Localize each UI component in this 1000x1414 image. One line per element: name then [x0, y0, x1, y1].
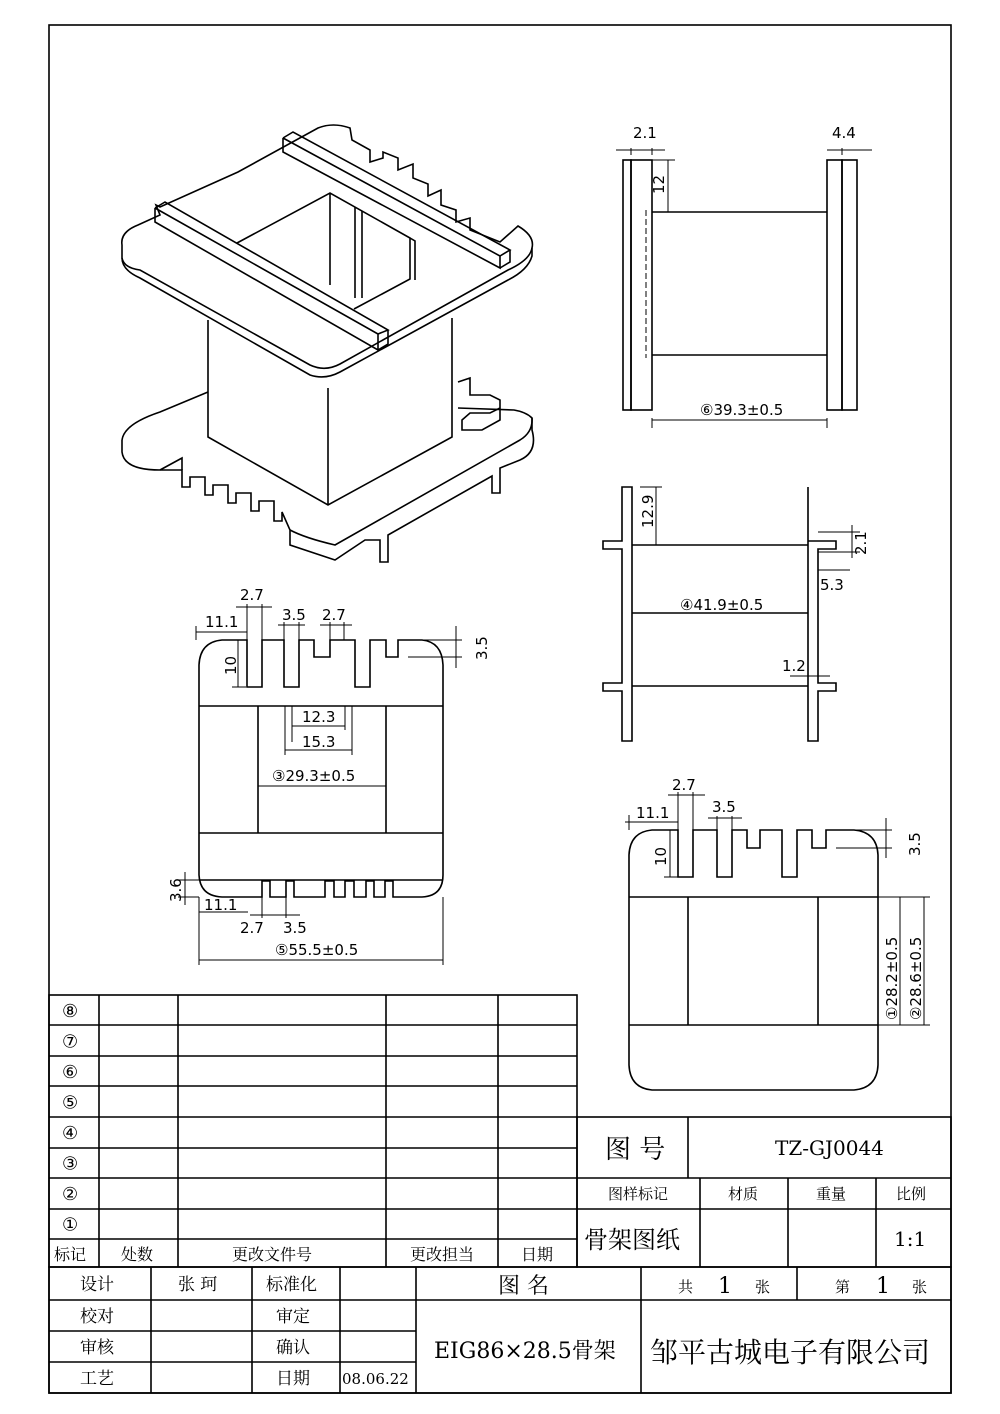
revision-row-label: ④ — [62, 1123, 79, 1144]
dim-bv-a: 2.7 — [240, 586, 264, 604]
dim-bv-j: 11.1 — [204, 896, 238, 914]
dim-bv-g: 12.3 — [302, 708, 336, 726]
revision-row-label: ⑦ — [62, 1031, 79, 1053]
review-label: 审定 — [276, 1307, 310, 1327]
dim-bv-k: 2.7 — [240, 919, 264, 937]
total-prefix: 共 — [678, 1278, 694, 1296]
dim-bv-f: 3.5 — [473, 636, 491, 660]
dim-bv-i: 3.6 — [167, 878, 185, 902]
revision-row-label: ③ — [62, 1153, 79, 1175]
design-label: 设计 — [80, 1275, 114, 1295]
isometric-view — [122, 125, 534, 562]
designer: 张 珂 — [178, 1275, 218, 1295]
dim-bv-c: 3.5 — [282, 606, 306, 624]
check-label: 校对 — [80, 1307, 114, 1327]
date-label: 日期 — [276, 1369, 310, 1389]
total: 1 — [718, 1274, 732, 1299]
revision-row-label: ① — [62, 1214, 79, 1236]
dim-top-b: 4.4 — [832, 124, 856, 142]
dim-bv-width: ⑤55.5±0.5 — [275, 941, 359, 959]
dim-mid-b: 2.1 — [852, 531, 870, 555]
revision-row-labels — [62, 1001, 78, 1236]
confirm-label: 确认 — [276, 1338, 310, 1358]
audit-label: 审核 — [80, 1338, 114, 1358]
dim-mid-d: 1.2 — [782, 657, 806, 675]
rev-h-owner: 更改担当 — [410, 1245, 475, 1264]
sheet-unit2: 张 — [912, 1278, 928, 1296]
part-name: EIG86×28.5骨架 — [434, 1339, 616, 1364]
company-name: 邹平古城电子有限公司 — [650, 1336, 931, 1369]
h-pattern: 图样标记 — [608, 1185, 669, 1203]
dim-bv-e: 10 — [222, 655, 240, 675]
dim-mid-a: 12.9 — [639, 494, 657, 528]
side-view-middle — [603, 487, 836, 741]
revision-row-label: ⑧ — [62, 1001, 79, 1022]
dim-ev-e: 3.5 — [906, 832, 924, 856]
dim-top-c: 12 — [650, 174, 668, 194]
dim-bv-l: 3.5 — [283, 919, 307, 937]
drawing-no: TZ-GJ0044 — [775, 1136, 884, 1160]
revision-table — [49, 995, 577, 1267]
standard-label: 标准化 — [266, 1275, 317, 1295]
dim-bv-center: ③29.3±0.5 — [272, 767, 356, 785]
rev-h-date: 日期 — [521, 1245, 554, 1264]
revision-row-label: ⑤ — [62, 1092, 79, 1114]
dim-ev-a: 2.7 — [672, 776, 696, 794]
dim-mid-length: ④41.9±0.5 — [680, 596, 764, 614]
dim-bv-b: 11.1 — [205, 613, 239, 631]
end-view — [629, 830, 878, 1090]
process-label: 工艺 — [80, 1369, 114, 1389]
scale-value: 1:1 — [894, 1227, 927, 1251]
h-material: 材质 — [728, 1185, 759, 1203]
drawing-no-label: 图 号 — [605, 1135, 666, 1165]
sheet: 1 — [876, 1274, 890, 1299]
dim-mid-c: 5.3 — [820, 576, 844, 594]
dim-bv-h: 15.3 — [302, 733, 336, 751]
h-scale: 比例 — [896, 1185, 927, 1203]
h-weight: 重量 — [816, 1185, 847, 1203]
dim-ev-b: 11.1 — [636, 804, 670, 822]
dim-ev-d: 10 — [652, 846, 670, 866]
sheet-prefix: 第 — [835, 1278, 851, 1296]
dim-top-length: ⑥39.3±0.5 — [700, 401, 784, 419]
dim-bv-d: 2.7 — [322, 606, 346, 624]
dim-top-a: 2.1 — [633, 124, 657, 142]
rev-h-mark: 标记 — [54, 1245, 87, 1264]
date-value: 08.06.22 — [342, 1370, 409, 1388]
rev-h-count: 处数 — [121, 1245, 154, 1264]
dim-ev-f: ①28.2±0.5 — [883, 936, 901, 1020]
dim-ev-g: ②28.6±0.5 — [907, 936, 925, 1020]
dim-ev-c: 3.5 — [712, 798, 736, 816]
revision-row-label: ⑥ — [62, 1062, 79, 1083]
doc-type: 骨架图纸 — [584, 1226, 680, 1254]
name-label: 图 名 — [498, 1274, 549, 1299]
revision-row-label: ② — [62, 1184, 79, 1205]
rev-h-docno: 更改文件号 — [232, 1245, 313, 1264]
sheet-unit1: 张 — [755, 1278, 771, 1296]
